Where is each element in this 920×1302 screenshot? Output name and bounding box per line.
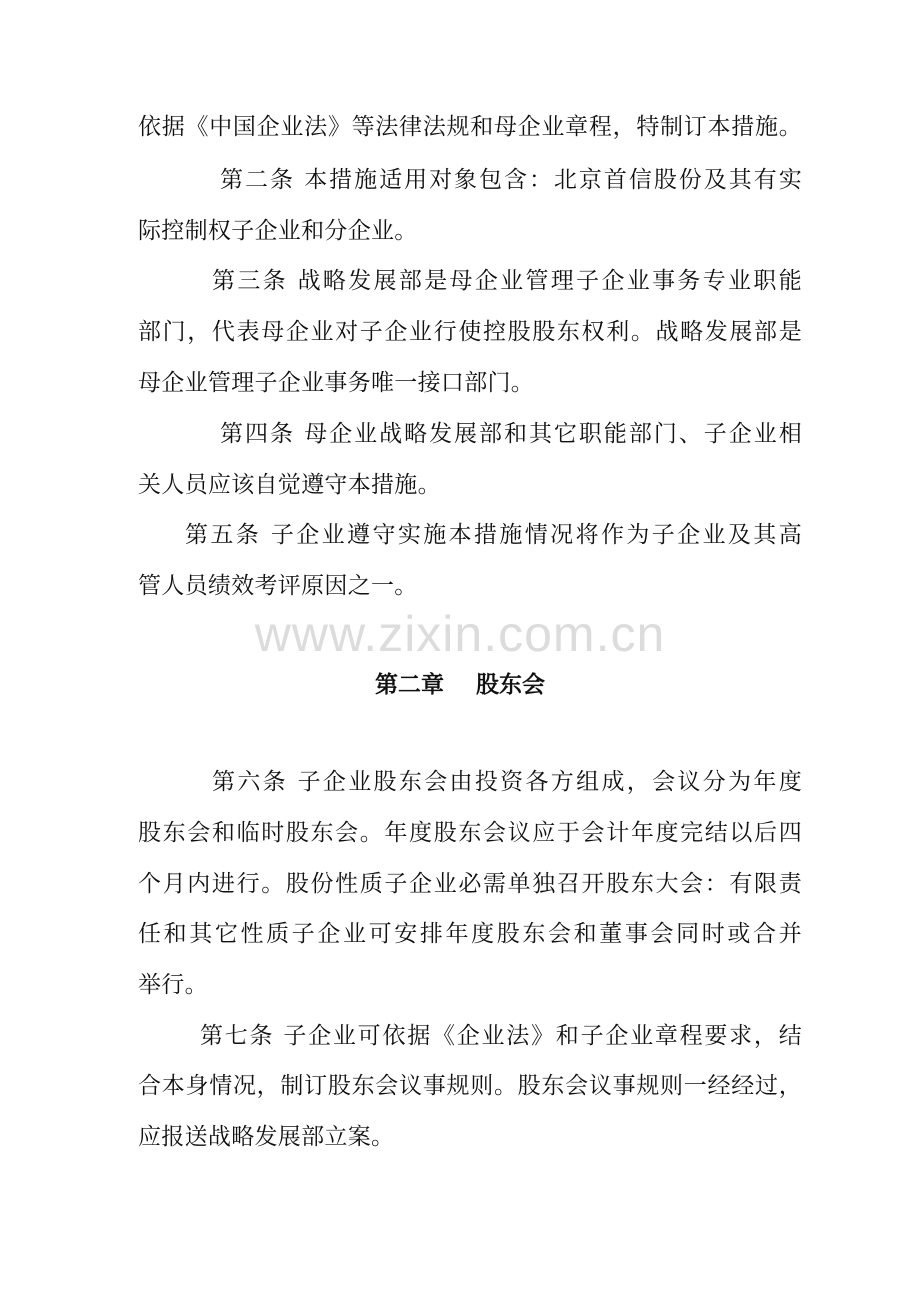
paragraph-line: 应报送战略发展部立案。 [138,1124,395,1150]
chapter-heading: 第二章 股东会 [374,672,546,698]
watermark: www.zixin.com.cn [254,606,666,662]
paragraph-line: 合本身情况，制订股东会议事规则。股东会议事规则一经经过， [138,1073,802,1099]
paragraph-line: 管人员绩效考评原因之一。 [138,573,418,599]
article-2-line: 第二条 本措施适用对象包含：北京首信股份及其有实 [220,167,802,193]
article-4-line: 第四条 母企业战略发展部和其它职能部门、子企业相 [220,421,802,447]
paragraph-line: 际控制权子企业和分企业。 [138,218,418,244]
article-3-line: 第三条 战略发展部是母企业管理子企业事务专业职能 [212,268,802,294]
paragraph-line: 母企业管理子企业事务唯一接口部门。 [138,370,535,396]
paragraph-line: 个月内进行。股份性质子企业必需单独召开股东大会：有限责 [138,871,802,897]
article-7-line: 第七条 子企业可依据《企业法》和子企业章程要求，结 [200,1023,802,1049]
paragraph-line: 依据《中国企业法》等法律法规和母企业章程，特制订本措施。 [138,114,802,140]
paragraph-line: 关人员应该自觉遵守本措施。 [138,472,441,498]
article-5-line: 第五条 子企业遵守实施本措施情况将作为子企业及其高 [185,522,802,548]
paragraph-line: 举行。 [138,972,208,998]
paragraph-line: 部门，代表母企业对子企业行使控股股东权利。战略发展部是 [138,319,802,345]
paragraph-line: 股东会和临时股东会。年度股东会议应于会计年度完结以后四 [138,820,802,846]
paragraph-line: 任和其它性质子企业可安排年度股东会和董事会同时或合并 [138,921,802,947]
article-6-line: 第六条 子企业股东会由投资各方组成，会议分为年度 [212,769,802,795]
